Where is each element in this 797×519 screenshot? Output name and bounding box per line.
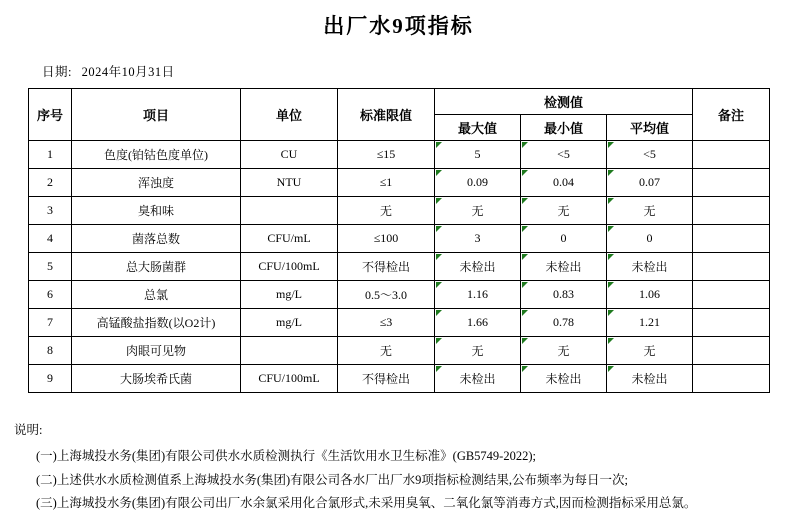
cell-remark (693, 309, 770, 337)
cell-no: 3 (29, 197, 72, 225)
cell-avg: 0 (607, 225, 693, 253)
cell-corner-marker-icon (608, 282, 614, 288)
cell-no: 2 (29, 169, 72, 197)
cell-item: 臭和味 (72, 197, 241, 225)
cell-unit: mg/L (241, 281, 338, 309)
cell-avg: 无 (607, 197, 693, 225)
indicators-table (28, 88, 770, 393)
cell-no: 7 (29, 309, 72, 337)
notes-title: 说明: (14, 423, 43, 437)
header-min: 最小值 (521, 115, 607, 141)
cell-corner-marker-icon (522, 198, 528, 204)
note-line: (三)上海城投水务(集团)有限公司出厂水余氯采用化合氯形式,未采用臭氧、二氧化氯等消毒方式,因而检测指标采用总氯。 (36, 496, 697, 511)
table-row (29, 365, 770, 393)
cell-corner-marker-icon (522, 366, 528, 372)
cell-limit: ≤3 (338, 309, 435, 337)
header-limit: 标准限值 (338, 89, 435, 141)
cell-limit: 0.5～3.0 (338, 281, 435, 309)
cell-corner-marker-icon (522, 310, 528, 316)
cell-corner-marker-icon (522, 338, 528, 344)
cell-min: 无 (521, 337, 607, 365)
cell-unit: mg/L (241, 309, 338, 337)
cell-min: 未检出 (521, 253, 607, 281)
cell-corner-marker-icon (608, 338, 614, 344)
cell-item: 色度(铂钴色度单位) (72, 141, 241, 169)
cell-avg: 0.07 (607, 169, 693, 197)
cell-limit: ≤15 (338, 141, 435, 169)
cell-corner-marker-icon (522, 226, 528, 232)
cell-max: 未检出 (435, 365, 521, 393)
cell-no: 4 (29, 225, 72, 253)
cell-unit (241, 197, 338, 225)
cell-item: 大肠埃希氏菌 (72, 365, 241, 393)
cell-corner-marker-icon (608, 226, 614, 232)
cell-corner-marker-icon (436, 254, 442, 260)
cell-unit: CFU/100mL (241, 365, 338, 393)
cell-item: 高锰酸盐指数(以O2计) (72, 309, 241, 337)
cell-unit (241, 337, 338, 365)
cell-min: 未检出 (521, 365, 607, 393)
cell-remark (693, 169, 770, 197)
cell-corner-marker-icon (608, 366, 614, 372)
cell-corner-marker-icon (436, 198, 442, 204)
cell-remark (693, 337, 770, 365)
notes-section (14, 419, 797, 516)
note-line: (二)上述供水水质检测值系上海城投水务(集团)有限公司各水厂出厂水9项指标检测结果,公布频率为每日一次; (36, 472, 629, 487)
cell-no: 9 (29, 365, 72, 393)
cell-no: 1 (29, 141, 72, 169)
table-header (29, 89, 770, 141)
cell-corner-marker-icon (522, 254, 528, 260)
cell-item: 肉眼可见物 (72, 337, 241, 365)
table-header-row-1 (29, 89, 770, 115)
cell-corner-marker-icon (608, 170, 614, 176)
cell-corner-marker-icon (608, 254, 614, 260)
cell-no: 8 (29, 337, 72, 365)
cell-avg: 1.06 (607, 281, 693, 309)
cell-max: 1.66 (435, 309, 521, 337)
cell-avg: 1.21 (607, 309, 693, 337)
cell-remark (693, 253, 770, 281)
table-row (29, 141, 770, 169)
table-row (29, 197, 770, 225)
document-page (0, 10, 797, 519)
cell-unit: CU (241, 141, 338, 169)
cell-corner-marker-icon (436, 282, 442, 288)
cell-max: 未检出 (435, 253, 521, 281)
cell-no: 5 (29, 253, 72, 281)
page-title: 出厂水9项指标 (323, 14, 474, 38)
table-row (29, 337, 770, 365)
table-row (29, 281, 770, 309)
date-line (42, 62, 797, 80)
cell-avg: 未检出 (607, 253, 693, 281)
cell-max: 0.09 (435, 169, 521, 197)
cell-avg: <5 (607, 141, 693, 169)
cell-remark (693, 225, 770, 253)
header-detection: 检测值 (435, 89, 693, 115)
table-row (29, 225, 770, 253)
table-row (29, 253, 770, 281)
table-row (29, 169, 770, 197)
cell-corner-marker-icon (436, 338, 442, 344)
header-avg: 平均值 (607, 115, 693, 141)
cell-limit: 不得检出 (338, 253, 435, 281)
cell-item: 总氯 (72, 281, 241, 309)
cell-max: 无 (435, 197, 521, 225)
cell-no: 6 (29, 281, 72, 309)
cell-max: 1.16 (435, 281, 521, 309)
cell-corner-marker-icon (436, 226, 442, 232)
cell-item: 浑浊度 (72, 169, 241, 197)
header-no: 序号 (29, 89, 72, 141)
cell-remark (693, 197, 770, 225)
cell-corner-marker-icon (436, 142, 442, 148)
cell-limit: 无 (338, 197, 435, 225)
cell-item: 总大肠菌群 (72, 253, 241, 281)
cell-remark (693, 281, 770, 309)
cell-unit: CFU/mL (241, 225, 338, 253)
cell-corner-marker-icon (608, 310, 614, 316)
cell-max: 3 (435, 225, 521, 253)
cell-limit: ≤100 (338, 225, 435, 253)
cell-min: <5 (521, 141, 607, 169)
cell-max: 无 (435, 337, 521, 365)
header-unit: 单位 (241, 89, 338, 141)
table-row (29, 309, 770, 337)
cell-avg: 无 (607, 337, 693, 365)
cell-remark (693, 141, 770, 169)
cell-avg: 未检出 (607, 365, 693, 393)
cell-corner-marker-icon (608, 142, 614, 148)
table-body (29, 141, 770, 393)
cell-corner-marker-icon (608, 198, 614, 204)
cell-corner-marker-icon (436, 310, 442, 316)
header-remark: 备注 (693, 89, 770, 141)
cell-max: 5 (435, 141, 521, 169)
cell-min: 无 (521, 197, 607, 225)
cell-corner-marker-icon (522, 170, 528, 176)
cell-limit: 不得检出 (338, 365, 435, 393)
cell-min: 0.78 (521, 309, 607, 337)
header-max: 最大值 (435, 115, 521, 141)
cell-item: 菌落总数 (72, 225, 241, 253)
cell-limit: ≤1 (338, 169, 435, 197)
cell-min: 0.83 (521, 281, 607, 309)
cell-corner-marker-icon (436, 170, 442, 176)
cell-corner-marker-icon (522, 282, 528, 288)
cell-unit: NTU (241, 169, 338, 197)
notes-lines (14, 445, 797, 516)
cell-corner-marker-icon (522, 142, 528, 148)
cell-unit: CFU/100mL (241, 253, 338, 281)
date-label: 日期: (42, 65, 72, 79)
cell-limit: 无 (338, 337, 435, 365)
cell-min: 0.04 (521, 169, 607, 197)
date-value: 2024年10月31日 (81, 65, 175, 79)
cell-min: 0 (521, 225, 607, 253)
cell-corner-marker-icon (436, 366, 442, 372)
header-item: 项目 (72, 89, 241, 141)
note-line: (一)上海城投水务(集团)有限公司供水水质检测执行《生活饮用水卫生标准》(GB5749-2022); (36, 448, 536, 463)
cell-remark (693, 365, 770, 393)
